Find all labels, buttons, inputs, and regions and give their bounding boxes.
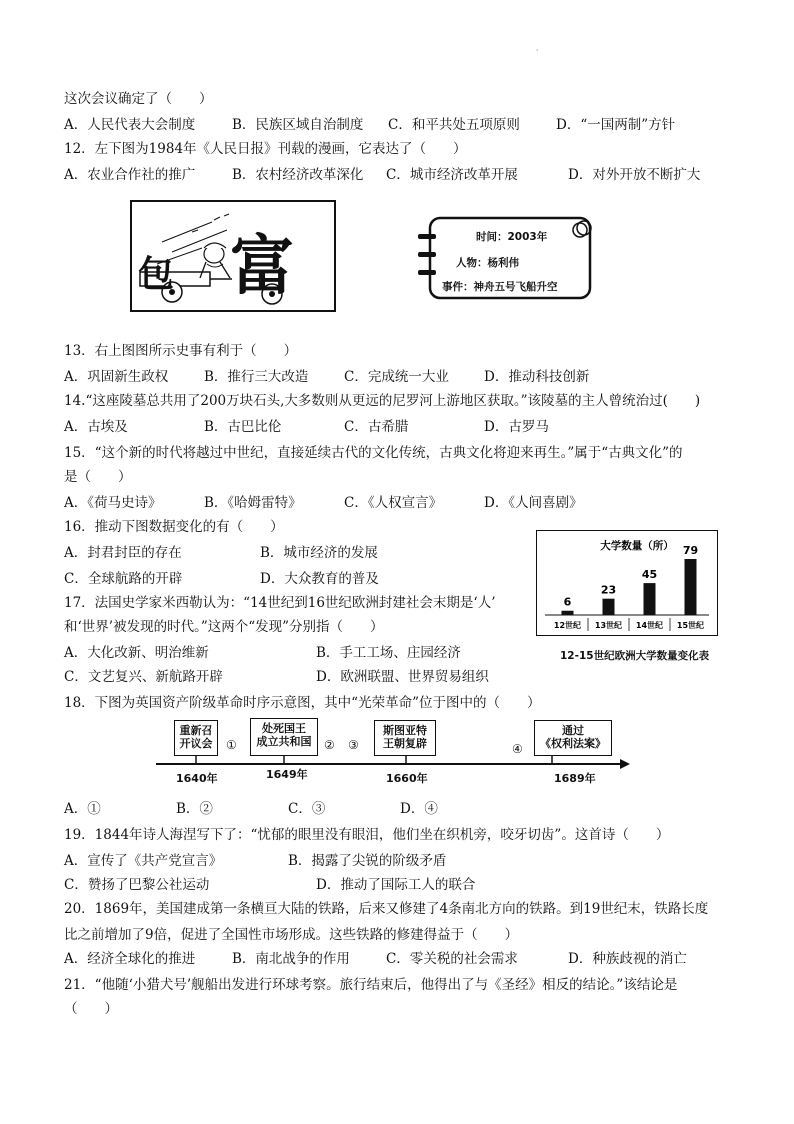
q12-option-a: A．农业合作社的推广: [64, 167, 196, 183]
q18-option-a: A．①: [64, 801, 101, 817]
card-event: 事件：神舟五号飞船升空: [442, 281, 558, 293]
bar-3: [685, 559, 697, 615]
q13-option-a: A．巩固新生政权: [64, 369, 169, 385]
q19-option-b: B．揭露了尖锐的阶级矛盾: [288, 853, 447, 869]
q14-option-a: A．古埃及: [64, 419, 128, 435]
timeline-box-2: [250, 718, 318, 756]
q19-stem: 19．1844年诗人海涅写下了：“忧郁的眼里没有眼泪，他们坐在织机旁，咬牙切齿”。这首诗（ ）: [64, 827, 670, 843]
bar-chart-svg: [537, 531, 716, 634]
q11-option-a: A．人民代表大会制度: [64, 117, 196, 133]
timeline-box-1-line1: 重新召: [179, 724, 213, 737]
q16-option-c: C．全球航路的开辟: [64, 571, 183, 587]
bar-2: [644, 583, 656, 615]
bar-category-label-3: 15世纪: [676, 621, 705, 630]
bar-1: [603, 599, 615, 615]
q17-stem-line1: 17．法国史学家米西勒认为：“14世纪到16世纪欧洲封建社会末期是‘人’: [64, 595, 496, 611]
card-time: 时间：2003年: [476, 231, 548, 243]
q19-option-a: A．宣传了《共产党宣言》: [64, 853, 223, 869]
bar-value-label-1: 23: [600, 583, 617, 597]
q12-stem: 12．左下图为1984年《人民日报》刊载的漫画，它表达了（ ）: [64, 141, 467, 157]
cartoon-image: [130, 200, 336, 312]
q20-option-a: A．经济全球化的推进: [64, 951, 196, 967]
timeline-year-1660: 1660年: [386, 772, 428, 785]
q11-stem: 这次会议确定了（ ）: [64, 91, 213, 107]
timeline-year-1689: 1689年: [554, 772, 596, 785]
revolution-timeline: [150, 716, 630, 788]
bar-value-label-2: 45: [641, 568, 658, 582]
q18-option-c: C．③: [288, 801, 326, 817]
timeline-box-3-line1: 斯图亚特: [383, 724, 427, 737]
q13-option-d: D．推动科技创新: [484, 369, 590, 385]
q13-option-b: B．推行三大改造: [204, 369, 309, 385]
chart-caption: 12-15世纪欧洲大学数量变化表: [560, 650, 710, 662]
q15-stem-line1: 15．“这个新的时代将越过中世纪，直接延续古代的文化传统，古典文化将迎来再生。”属于“古典文化”的: [64, 445, 683, 461]
card-person: 人物：杨利伟: [456, 257, 519, 269]
timeline-box-4: [534, 720, 612, 756]
q21-stem-line1: 21．“他随‘小猎犬号’舰船出发进行环球考察。旅行结束后，他得出了与《圣经》相反的结论。”该结论是: [64, 977, 678, 993]
q17-option-a: A．大化改新、明治维新: [64, 645, 209, 661]
info-card: [418, 216, 602, 302]
q16-option-d: D．大众教育的普及: [260, 571, 379, 587]
q12-option-c: C．城市经济改革开展: [386, 167, 518, 183]
cartoon-char-bao: 包: [138, 254, 175, 295]
q13-option-c: C．完成统一大业: [344, 369, 449, 385]
bar-category-label-1: 13世纪: [594, 621, 623, 630]
q11-option-c: C．和平共处五项原则: [388, 117, 520, 133]
bar-value-label-3: 79: [682, 544, 699, 557]
q17-option-c: C．文艺复兴、新航路开辟: [64, 669, 223, 685]
q20-option-b: B．南北战争的作用: [232, 951, 350, 967]
q12-option-b: B．农村经济改革深化: [232, 167, 364, 183]
timeline-num-3: ③: [348, 738, 359, 752]
timeline-box-1-line2: 开议会: [179, 737, 213, 750]
timeline-num-1: ①: [226, 738, 237, 752]
timeline-box-4-line2: 《权利法案》: [540, 737, 606, 750]
q18-stem: 18．下图为英国资产阶级革命时序示意图，其中“光荣革命”位于图中的（ ）: [64, 695, 541, 711]
q15-option-b: B．《哈姆雷特》: [204, 495, 302, 511]
bar-0: [562, 611, 574, 615]
q16-stem: 16．推动下图数据变化的有（ ）: [64, 519, 284, 535]
bar-value-label-0: 6: [563, 595, 572, 609]
q15-option-d: D．《人间喜剧》: [484, 495, 583, 511]
q15-option-c: C．《人权宣言》: [344, 495, 443, 511]
q17-option-d: D．欧洲联盟、世界贸易组织: [316, 669, 489, 685]
q20-stem-line1: 20．1869年，美国建成第一条横亘大陆的铁路，后来又修建了4条南北方向的铁路。到19世纪末，铁路长度: [64, 901, 709, 917]
q11-option-d: D．“一国两制”方针: [556, 117, 676, 133]
timeline-box-3: [374, 720, 436, 756]
q19-option-d: D．推动了国际工人的联合: [316, 877, 476, 893]
cartoon-char-fu: 富: [230, 230, 294, 304]
bar-category-label-2: 14世纪: [635, 621, 664, 630]
q15-stem-line2: 是（ ）: [64, 469, 132, 485]
timeline-num-4: ④: [512, 742, 523, 756]
cartoon-drawing: [132, 202, 334, 310]
scan-dot: ': [536, 48, 539, 57]
timeline-box-2-line2: 成立共和国: [256, 735, 312, 748]
timeline-box-1: [174, 720, 218, 756]
timeline-num-2: ②: [324, 738, 335, 752]
q13-stem: 13．右上图图所示史事有利于（ ）: [64, 343, 298, 359]
q20-stem-line2: 比之前增加了9倍，促进了全国性市场形成。这些铁路的修建得益于（ ）: [64, 927, 519, 943]
chart-title: 大学数量（所）: [600, 540, 674, 552]
q14-option-c: C．古希腊: [344, 419, 409, 435]
timeline-year-1640: 1640年: [176, 772, 218, 785]
timeline-box-2-line1: 处死国王: [262, 722, 306, 735]
q16-option-b: B．城市经济的发展: [260, 545, 378, 561]
q20-option-c: C．零关税的社会需求: [386, 951, 518, 967]
q17-stem-line2: 和‘世界’被发现的时代。”这两个“发现”分别指（ ）: [64, 619, 384, 635]
q19-option-c: C．赞扬了巴黎公社运动: [64, 877, 210, 893]
timeline-box-4-line1: 通过: [562, 724, 584, 737]
q21-stem-line2: （ ）: [64, 1001, 118, 1017]
timeline-year-1649: 1649年: [266, 768, 308, 781]
q20-option-d: D．种族歧视的消亡: [568, 951, 687, 967]
q16-option-a: A．封君封臣的存在: [64, 545, 182, 561]
bar-category-label-0: 12世纪: [553, 621, 582, 630]
q12-option-d: D．对外开放不断扩大: [568, 167, 701, 183]
q15-option-a: A．《荷马史诗》: [64, 495, 162, 511]
q18-option-b: B．②: [176, 801, 213, 817]
q17-option-b: B．手工工场、庄园经济: [316, 645, 461, 661]
university-bar-chart: [536, 530, 718, 636]
q14-stem: 14.“这座陵墓总共用了200万块石头,大多数则从更远的尼罗河上游地区获取。”该陵墓的主人曾统治过( ): [64, 393, 701, 409]
timeline-box-3-line2: 王朝复辟: [383, 737, 427, 750]
q14-option-b: B．古巴比伦: [204, 419, 282, 435]
q18-option-d: D．④: [400, 801, 438, 817]
q14-option-d: D．古罗马: [484, 419, 549, 435]
q11-option-b: B．民族区域自治制度: [232, 117, 364, 133]
